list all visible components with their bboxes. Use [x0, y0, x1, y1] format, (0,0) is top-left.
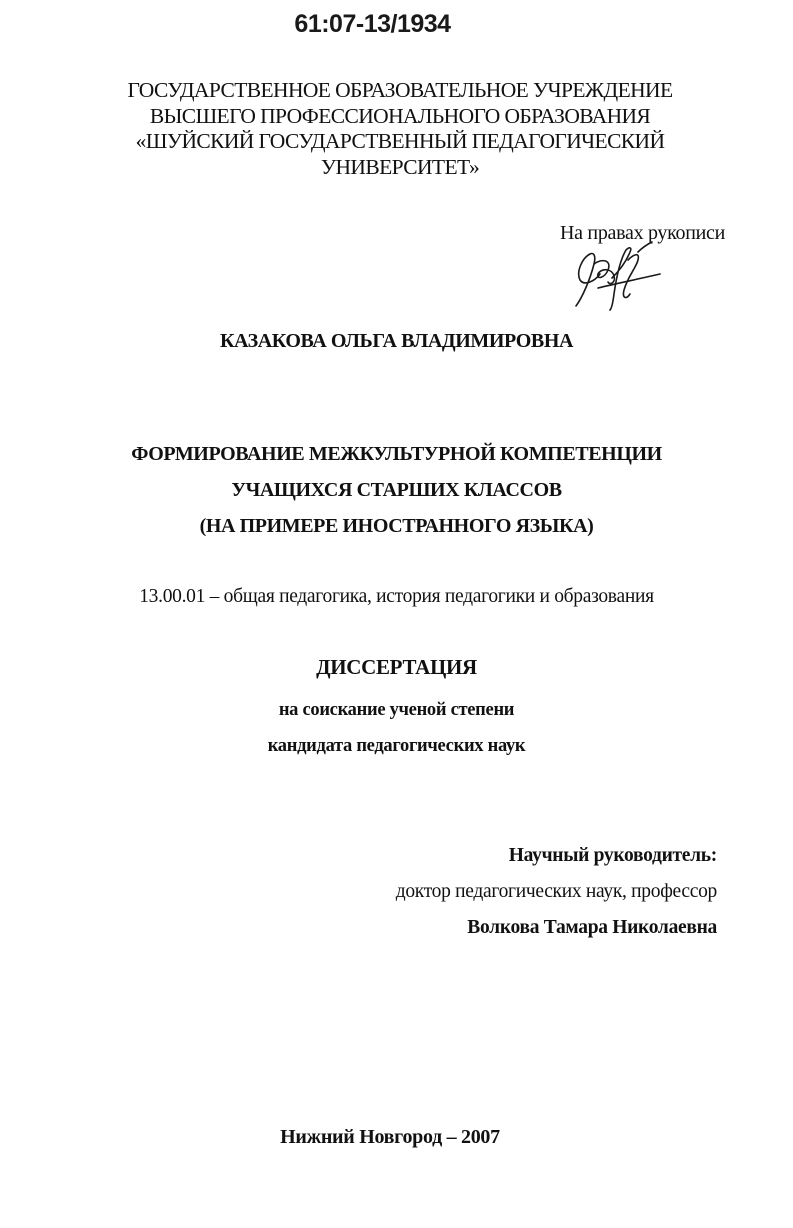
title-line: (НА ПРИМЕРЕ ИНОСТРАННОГО ЯЗЫКА)	[199, 515, 594, 537]
specialty-code: 13.00.01 – общая педагогика, история педагогики и образования	[139, 586, 654, 607]
degree-info	[0, 692, 793, 764]
supervisor-credentials: доктор педагогических наук, профессор	[395, 881, 717, 902]
title-line: УЧАЩИХСЯ СТАРШИХ КЛАССОВ	[231, 479, 562, 501]
institution-line: ВЫСШЕГО ПРОФЕССИОНАЛЬНОГО ОБРАЗОВАНИЯ	[149, 103, 651, 128]
degree-line: кандидата педагогических наук	[267, 736, 526, 756]
degree-line: на соискание ученой степени	[278, 700, 515, 720]
institution-line: УНИВЕРСИТЕТ»	[320, 154, 480, 179]
archive-code: 61:07-13/1934	[294, 10, 451, 38]
institution-name	[40, 78, 760, 180]
author-name: КАЗАКОВА ОЛЬГА ВЛАДИМИРОВНА	[219, 330, 574, 352]
document-type: ДИССЕРТАЦИЯ	[316, 655, 477, 679]
institution-line: ГОСУДАРСТВЕННОЕ ОБРАЗОВАТЕЛЬНОЕ УЧРЕЖДЕНИЕ	[127, 78, 673, 102]
institution-line: «ШУЙСКИЙ ГОСУДАРСТВЕННЫЙ ПЕДАГОГИЧЕСКИЙ	[135, 129, 665, 153]
place-year: Нижний Новгород – 2007	[280, 1126, 500, 1148]
supervisor-label: Научный руководитель:	[508, 845, 717, 866]
title-line: ФОРМИРОВАНИЕ МЕЖКУЛЬТУРНОЙ КОМПЕТЕНЦИИ	[131, 443, 662, 465]
supervisor-name: Волкова Тамара Николаевна	[467, 917, 717, 938]
signature-image	[568, 240, 668, 312]
supervisor-block	[300, 838, 717, 946]
dissertation-title	[20, 436, 773, 544]
rights-note: На правах рукописи	[560, 222, 725, 244]
